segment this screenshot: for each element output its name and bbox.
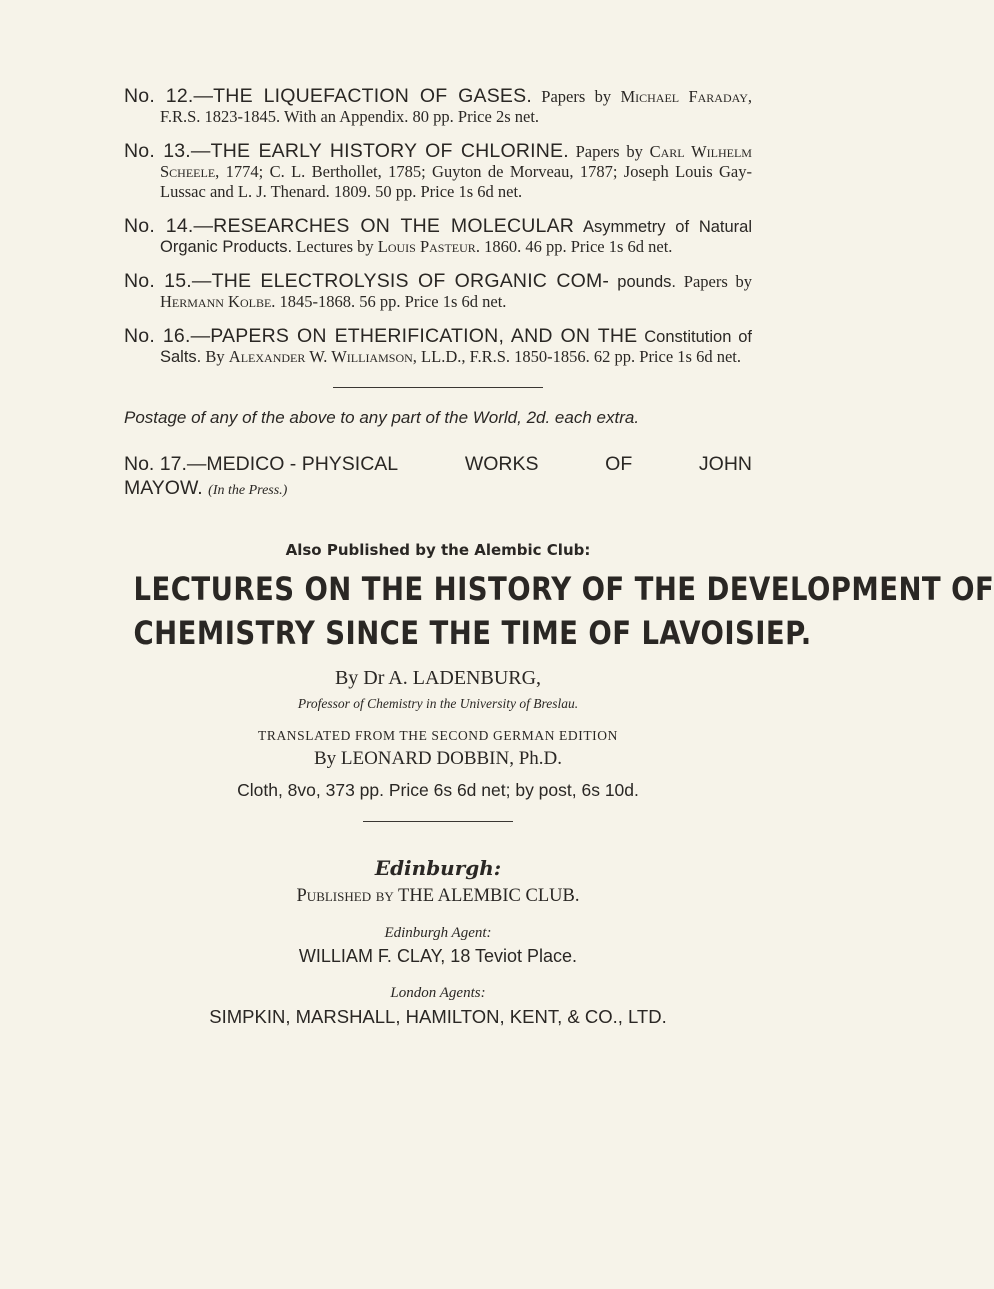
book-author-text: By Dr A. LADENBURG,: [334, 667, 542, 689]
entry-number: No. 13.: [124, 140, 191, 162]
entries-list: [124, 86, 752, 367]
entry-details: By: [201, 347, 229, 366]
entry-details: Papers by: [568, 142, 650, 161]
entry-title: —THE EARLY HISTORY OF CHLORINE.: [190, 140, 569, 162]
entry-details: Papers by: [531, 87, 621, 106]
entry-details-tail: , F.R.S. 1823-1845. With an Appendix. 80 pp. Price 2s net.: [160, 87, 752, 126]
entry-subtitle: pounds.: [609, 273, 677, 291]
translation-note: TRANSLATED FROM THE SECOND GERMAN EDITION: [258, 728, 618, 743]
entry-17-word: JOHN: [698, 453, 752, 475]
divider: [333, 387, 543, 388]
entry-author: Carl Wilhelm Scheele: [160, 142, 752, 181]
catalog-entry: [124, 141, 752, 202]
catalog-entry: [124, 86, 752, 127]
entry-author: Alexander W. Williamson: [228, 347, 413, 366]
publisher-line: Published by THE ALEMBIC CLUB.: [296, 886, 580, 906]
catalog-entry: [124, 326, 752, 367]
book-author: [124, 667, 752, 690]
imprint-city: Edinburgh:: [374, 856, 502, 880]
entry-details-tail: , 1774; C. L. Berthollet, 1785; Guyton de Morveau, 1787; Joseph Louis Gay-Lussac and L. J. Thenard. 1809. 50 pp. Price 1s 6d net.: [160, 162, 752, 201]
advert-block: [124, 541, 994, 1028]
catalog-entry: [124, 271, 752, 312]
book-translator: By LEONARD DOBBIN, Ph.D.: [313, 748, 563, 769]
book-price: Cloth, 8vo, 373 pp. Price 6s 6d net; by post, 6s 10d.: [237, 780, 639, 800]
entry-number: No. 15.: [124, 270, 192, 292]
also-published-heading: Also Published by the Alembic Club:: [285, 541, 591, 559]
author-position: Professor of Chemistry in the University of Breslau.: [297, 696, 579, 711]
entry-17-word: —MEDICO - PHYSICAL: [186, 453, 399, 475]
entry-subtitle: Constitution of Salts.: [160, 328, 753, 366]
edinburgh-agent-label: Edinburgh Agent:: [384, 925, 492, 941]
catalog-entry: [124, 216, 752, 257]
book-title-line-2: CHEMISTRY SINCE THE TIME OF LAVOISIEP.: [133, 614, 812, 652]
entry-author: Louis Pasteur: [377, 237, 476, 256]
entry-title: —PAPERS ON ETHERIFICATION, AND ON THE: [190, 325, 638, 347]
entry-details-tail: , LL.D., F.R.S. 1850-1856. 62 pp. Price 1s 6d net.: [412, 347, 741, 366]
entry-details-tail: . 1845-1868. 56 pp. Price 1s 6d net.: [271, 292, 507, 311]
london-agents: SIMPKIN, MARSHALL, HAMILTON, KENT, & CO., LTD.: [209, 1006, 667, 1027]
book-title-line-1: LECTURES ON THE HISTORY OF THE DEVELOPMENT OF: [133, 570, 994, 608]
entry-17-title-a: [124, 452, 398, 476]
entry-details: Papers by: [676, 272, 752, 291]
entry-17-word: WORKS: [464, 453, 539, 475]
entry-number: No. 12.: [124, 85, 194, 107]
entry-17-line2: [124, 476, 752, 503]
entry-17-title-b: MAYOW.: [124, 477, 203, 499]
entry-details: Lectures by: [292, 237, 378, 256]
postage-note: Postage of any of the above to any part of the World, 2d. each extra.: [124, 408, 640, 427]
entry-title: —RESEARCHES ON THE MOLECULAR: [193, 215, 575, 237]
divider: [363, 821, 513, 822]
entry-author: Hermann Kolbe: [160, 292, 272, 311]
entry-author: Michael Faraday: [620, 87, 748, 106]
entry-number: No. 14.: [124, 215, 194, 237]
entry-17-line1: [124, 452, 752, 476]
entry-17-number: No. 17.: [124, 453, 187, 475]
entry-17-word: OF: [605, 453, 633, 475]
entry-title: —THE ELECTROLYSIS OF ORGANIC COM-: [191, 270, 610, 292]
entry-title: —THE LIQUEFACTION OF GASES.: [193, 85, 532, 107]
entry-subtitle: Asymmetry of Natural Organic Products.: [160, 218, 753, 256]
entry-17-status: (In the Press.): [208, 483, 288, 498]
edinburgh-agent: WILLIAM F. CLAY, 18 Teviot Place.: [298, 946, 578, 966]
london-agents-label: London Agents:: [390, 985, 486, 1001]
entry-number: No. 16.: [124, 325, 191, 347]
entry-17: [124, 452, 752, 503]
entry-details-tail: . 1860. 46 pp. Price 1s 6d net.: [475, 237, 673, 256]
